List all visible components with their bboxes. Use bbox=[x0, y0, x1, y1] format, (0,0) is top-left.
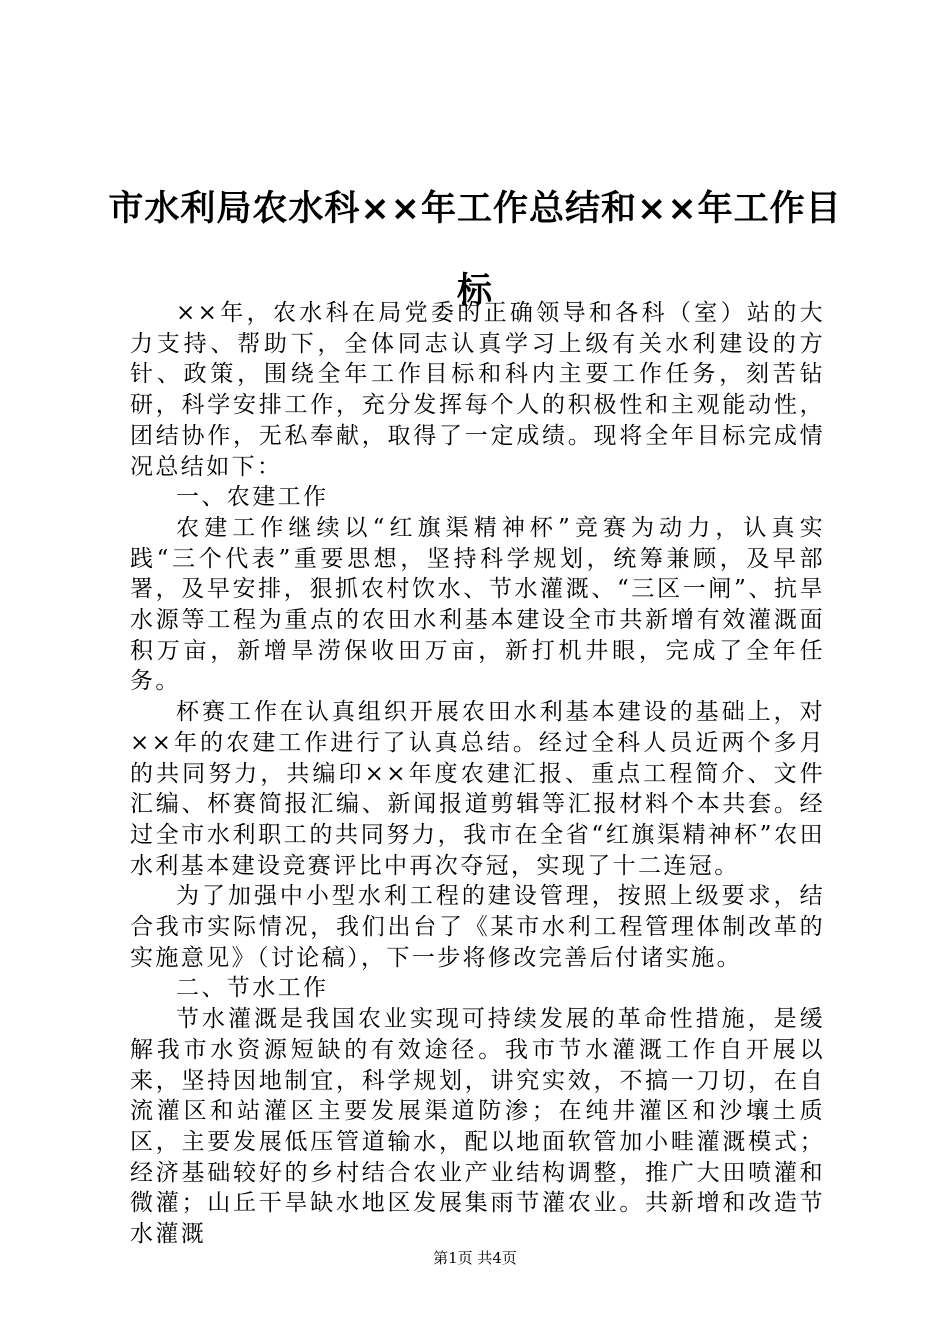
paragraph-management: 为了加强中小型水利工程的建设管理，按照上级要求，结合我市实际情况，我们出台了《某市水利工程管理体制改革的实施意见》（讨论稿），下一步将修改完善后付诸实施。 bbox=[130, 883, 825, 971]
document-title: 市水利局农水科××年工作总结和××年工作目标 bbox=[108, 189, 842, 311]
page-number-footer: 第1页 共4页 bbox=[433, 1249, 517, 1267]
section-heading-farm-construction: 一、农建工作 bbox=[176, 484, 329, 511]
paragraph-farm-construction: 农建工作继续以“红旗渠精神杯”竞赛为动力，认真实践“三个代表”重要思想，坚持科学规划，统筹兼顾，及早部署，及早安排，狠抓农村饮水、节水灌溉、“三区一闸”、抗旱水源等工程为重点的农田水利基本建设全市共新增有效灌溉面积万亩，新增旱涝保收田万亩，新打机井眼，完成了全年任务。 bbox=[130, 514, 825, 695]
paragraph-intro: ××年，农水科在局党委的正确领导和各科（室）站的大力支持、帮助下，全体同志认真学习上级有关水利建设的方针、政策，围绕全年工作目标和科内主要工作任务，刻苦钻研，科学安排工作，充分发挥每个人的积极性和主观能动性，团结协作，无私奉献，取得了一定成绩。现将全年目标完成情况总结如下： bbox=[130, 300, 825, 480]
document-body bbox=[130, 298, 825, 1250]
paragraph-water-saving: 节水灌溉是我国农业实现可持续发展的革命性措施，是缓解我市水资源短缺的有效途径。我市节水灌溉工作自开展以来，坚持因地制宜，科学规划，讲究实效，不搞一刀切，在自流灌区和站灌区主要发展渠道防渗；在纯井灌区和沙壤土质区，主要发展低压管道输水，配以地面软管加小畦灌溉模式；经济基础较好的乡村结合农业产业结构调整，推广大田喷灌和微灌；山丘干旱缺水地区发展集雨节灌农业。共新增和改造节水灌溉 bbox=[130, 1006, 825, 1248]
section-heading-water-saving: 二、节水工作 bbox=[176, 975, 329, 1002]
paragraph-cup-competition: 杯赛工作在认真组织开展农田水利基本建设的基础上，对××年的农建工作进行了认真总结。经过全科人员近两个多月的共同努力，共编印××年度农建汇报、重点工程简介、文件汇编、杯赛简报汇编、新闻报道剪辑等汇报材料个本共套。经过全市水利职工的共同努力，我市在全省“红旗渠精神杯”农田水利基本建设竞赛评比中再次夺冠，实现了十二连冠。 bbox=[130, 699, 825, 879]
